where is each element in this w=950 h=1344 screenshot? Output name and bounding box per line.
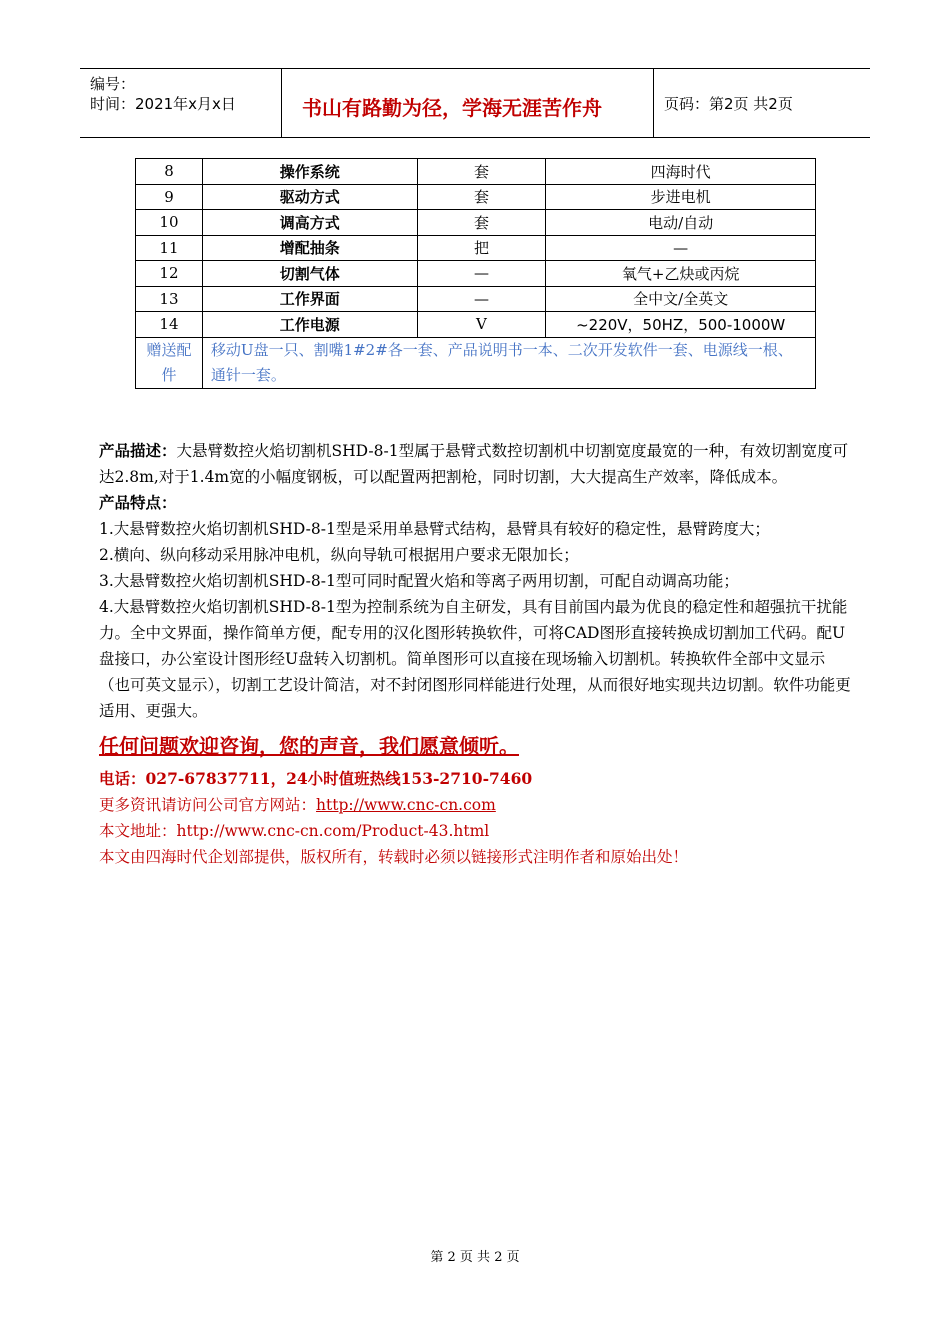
spec-cell-no: 12 <box>136 261 203 287</box>
gift-label: 赠送配件 <box>136 337 203 388</box>
spec-cell-value: — <box>546 235 816 261</box>
spec-cell-item: 工作界面 <box>202 286 417 312</box>
feature-item-1: 1.大悬臂数控火焰切割机SHD-8-1型是采用单悬臂式结构，悬臂具有较好的稳定性，悬臂跨度大； <box>99 520 770 538</box>
page-footer: 第 2 页 共 2 页 <box>430 1250 520 1265</box>
page-header <box>80 68 870 138</box>
spec-row <box>136 235 816 261</box>
website-line <box>99 792 855 818</box>
spec-cell-item: 增配抽条 <box>202 235 417 261</box>
spec-cell-unit: 套 <box>417 159 546 185</box>
spec-cell-value: ~220V，50HZ，500-1000W <box>546 312 816 338</box>
spec-cell-no: 11 <box>136 235 203 261</box>
header-motto-cell <box>282 69 654 137</box>
spec-cell-item: 切割气体 <box>202 261 417 287</box>
spec-table-body <box>136 159 816 338</box>
features-label: 产品特点： <box>99 493 177 512</box>
spec-cell-no: 10 <box>136 210 203 236</box>
spec-row <box>136 210 816 236</box>
website-label: 更多资讯请访问公司官方网站： <box>99 796 317 814</box>
spec-table <box>135 158 816 389</box>
header-page-cell <box>654 69 870 137</box>
gift-row <box>136 337 816 388</box>
spec-cell-unit: 把 <box>417 235 546 261</box>
header-page-number: 页码：第2页 共2页 <box>664 95 793 113</box>
spec-row <box>136 184 816 210</box>
contact-slogan: 任何问题欢迎咨询，您的声音，我们愿意倾听。 <box>99 734 519 758</box>
doc-time-label: 时间：2021年x月x日 <box>90 95 236 113</box>
spec-row <box>136 312 816 338</box>
contact-phone: 电话：027-67837711，24小时值班热线153-2710-7460 <box>99 769 533 788</box>
spec-cell-no: 9 <box>136 184 203 210</box>
spec-cell-no: 8 <box>136 159 203 185</box>
header-motto: 书山有路勤为径，学海无涯苦作舟 <box>302 96 602 120</box>
feature-item-4: 4.大悬臂数控火焰切割机SHD-8-1型为控制系统为自主研发，具有目前国内最为优良的稳定性和超强抗干扰能力。全中文界面，操作简单方便，配专用的汉化图形转换软件，可将CAD图形直接转换成切割加工代码。配U盘接口，办公室设计图形经U盘转入切割机。简单图形可以直接在现场输入切割机。转换软件全部中文显示（也可英文显示），切割工艺设计简洁，对不封闭图形同样能进行处理，从而很好地实现共边切割。软件功能更适用、更强大。 <box>99 598 851 720</box>
spec-cell-unit: V <box>417 312 546 338</box>
spec-cell-value: 步进电机 <box>546 184 816 210</box>
gift-text: 移动U盘一只、割嘴1#2#各一套、产品说明书一本、二次开发软件一套、电源线一根、通针一套。 <box>202 337 815 388</box>
spec-cell-unit: 套 <box>417 184 546 210</box>
spec-cell-item: 工作电源 <box>202 312 417 338</box>
document-body <box>99 438 855 870</box>
spec-cell-item: 驱动方式 <box>202 184 417 210</box>
spec-row <box>136 261 816 287</box>
spec-row <box>136 286 816 312</box>
spec-cell-value: 四海时代 <box>546 159 816 185</box>
spec-cell-unit: — <box>417 286 546 312</box>
spec-cell-item: 调高方式 <box>202 210 417 236</box>
website-link[interactable]: http://www.cnc-cn.com <box>316 796 496 814</box>
spec-cell-unit: — <box>417 261 546 287</box>
feature-item-3: 3.大悬臂数控火焰切割机SHD-8-1型可同时配置火焰和等离子两用切割，可配自动调高功能； <box>99 572 739 590</box>
doc-number-label: 编号： <box>90 75 136 93</box>
description-text: 大悬臂数控火焰切割机SHD-8-1型属于悬臂式数控切割机中切割宽度最宽的一种，有效切割宽度可达2.8m,对于1.4m宽的小幅度钢板，可以配置两把割枪，同时切割，大大提高生产效率，降低成本。 <box>99 442 849 486</box>
spec-cell-unit: 套 <box>417 210 546 236</box>
spec-cell-no: 14 <box>136 312 203 338</box>
spec-cell-no: 13 <box>136 286 203 312</box>
spec-cell-item: 操作系统 <box>202 159 417 185</box>
feature-item-2: 2.横向、纵向移动采用脉冲电机，纵向导轨可根据用户要求无限加长； <box>99 546 579 564</box>
spec-row <box>136 159 816 185</box>
spec-cell-value: 电动/自动 <box>546 210 816 236</box>
header-meta <box>80 69 282 137</box>
description-paragraph <box>99 438 855 490</box>
article-address: 本文地址：http://www.cnc-cn.com/Product-43.html <box>99 822 490 840</box>
copyright-notice: 本文由四海时代企划部提供，版权所有，转载时必须以链接形式注明作者和原始出处！ <box>99 848 689 866</box>
description-label: 产品描述： <box>99 441 177 460</box>
spec-cell-value: 全中文/全英文 <box>546 286 816 312</box>
spec-cell-value: 氧气+乙炔或丙烷 <box>546 261 816 287</box>
